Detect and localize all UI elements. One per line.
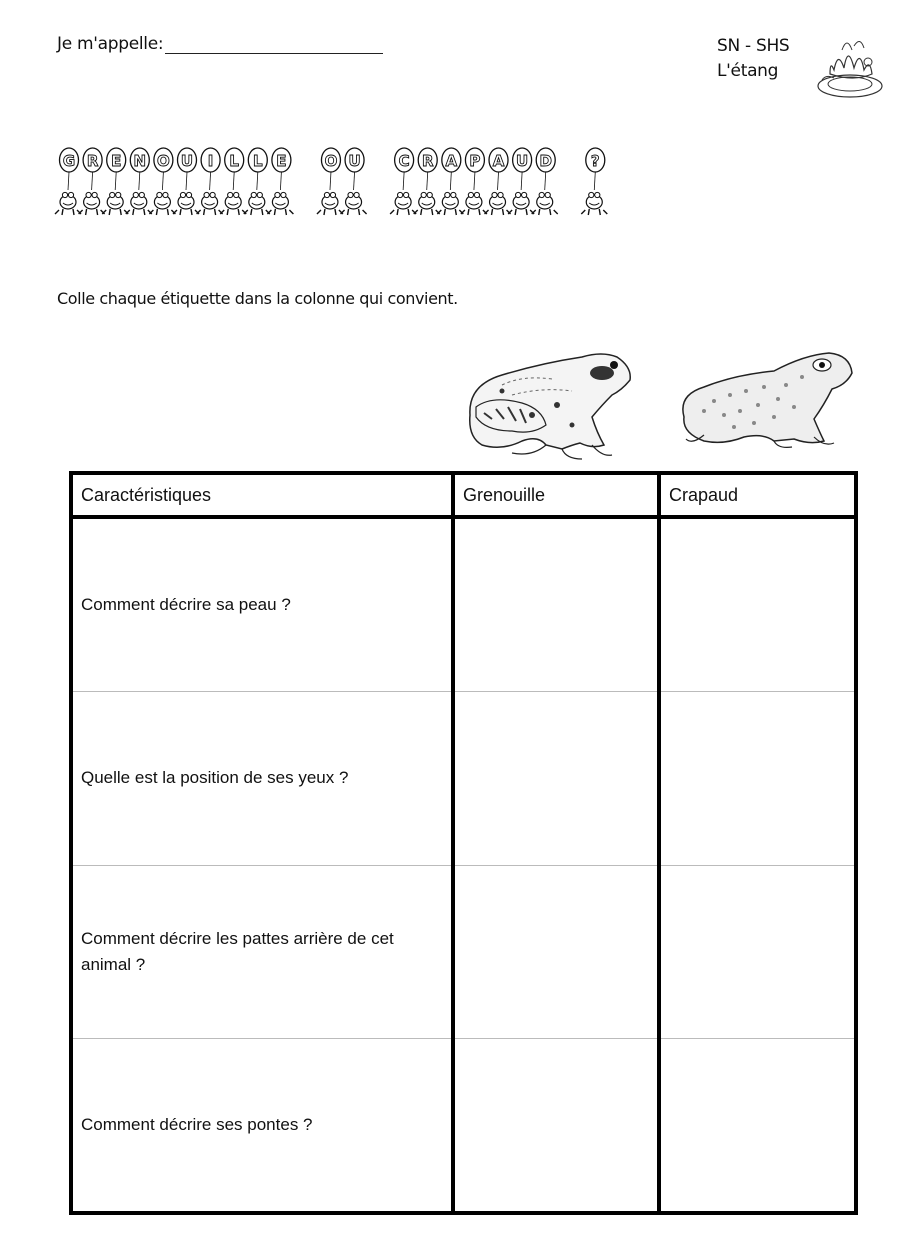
title-balloon-letter: [317, 148, 343, 215]
toad-answer-cell[interactable]: [659, 1038, 856, 1213]
title-balloon-letter: [414, 148, 440, 215]
row-question: Comment décrire les pattes arrière de cet animal ?: [71, 865, 453, 1038]
subject-line: SN - SHS: [717, 36, 790, 56]
instruction-text: Colle chaque étiquette dans la colonne qui convient.: [57, 289, 458, 308]
title-balloon-letter: [581, 148, 607, 215]
title-letter: G: [62, 152, 76, 170]
title-balloon-letter: [341, 148, 367, 215]
toad-answer-cell[interactable]: [659, 692, 856, 865]
title-balloon-letter: [79, 148, 105, 215]
frog-illustration: [462, 345, 637, 463]
title-letter: O: [324, 152, 338, 170]
title-letter: P: [469, 152, 481, 170]
table-row: [71, 692, 856, 865]
title-balloon-letter: [267, 148, 293, 215]
name-field[interactable]: [165, 53, 383, 54]
subject-block: [717, 34, 789, 84]
title-letter: A: [492, 152, 505, 170]
title-banner: [45, 140, 775, 220]
title-balloon-letter: [437, 148, 463, 215]
title-letter: U: [180, 152, 194, 170]
title-letter: U: [516, 152, 529, 170]
table-row: [71, 517, 856, 692]
title-letter: E: [111, 152, 122, 170]
frog-answer-cell[interactable]: [453, 865, 659, 1038]
toad-answer-cell[interactable]: [659, 865, 856, 1038]
title-letter: L: [253, 152, 263, 170]
frog-answer-cell[interactable]: [453, 517, 659, 692]
title-letter: N: [133, 152, 147, 170]
title-letter: C: [398, 152, 410, 170]
header-toad: Crapaud: [659, 473, 856, 517]
title-balloon-letter: [102, 148, 128, 215]
header-characteristics: Caractéristiques: [71, 473, 453, 517]
table-row: [71, 865, 856, 1038]
table-header-row: [71, 473, 856, 517]
theme-line: L'étang: [717, 61, 779, 81]
title-letter: R: [86, 152, 99, 170]
table-row: [71, 1038, 856, 1213]
title-letter: O: [157, 152, 170, 170]
title-balloon-letter: [390, 148, 416, 215]
title-balloon-letter: [55, 148, 81, 215]
title-balloon-letter: [197, 148, 223, 215]
title-letter: ?: [590, 152, 600, 170]
title-letter: D: [539, 152, 552, 170]
title-balloon-letter: [149, 148, 175, 215]
title-letter: I: [207, 152, 214, 170]
title-letter: E: [276, 152, 287, 170]
row-question: Quelle est la position de ses yeux ?: [71, 692, 453, 865]
row-question: Comment décrire sa peau ?: [71, 517, 453, 692]
title-balloon-letter: [126, 148, 152, 215]
title-balloon-letter: [532, 148, 558, 215]
water-lily-icon: [814, 30, 886, 100]
title-balloon-letter: [220, 148, 246, 215]
title-letter: L: [229, 152, 239, 170]
toad-answer-cell[interactable]: [659, 517, 856, 692]
title-letter: A: [445, 152, 458, 170]
row-question: Comment décrire ses pontes ?: [71, 1038, 453, 1213]
title-balloon-letter: [244, 148, 270, 215]
title-letter: R: [421, 152, 434, 170]
title-balloon-letter: [173, 148, 199, 215]
title-balloon-letter: [508, 148, 534, 215]
title-letter: U: [348, 152, 361, 170]
title-balloon-letter: [461, 148, 487, 215]
header-frog: Grenouille: [453, 473, 659, 517]
frog-answer-cell[interactable]: [453, 1038, 659, 1213]
name-label: Je m'appelle:: [57, 34, 164, 54]
title-balloon-letter: [485, 148, 511, 215]
toad-illustration: [674, 345, 854, 450]
frog-answer-cell[interactable]: [453, 692, 659, 865]
characteristics-table: [69, 471, 858, 1215]
